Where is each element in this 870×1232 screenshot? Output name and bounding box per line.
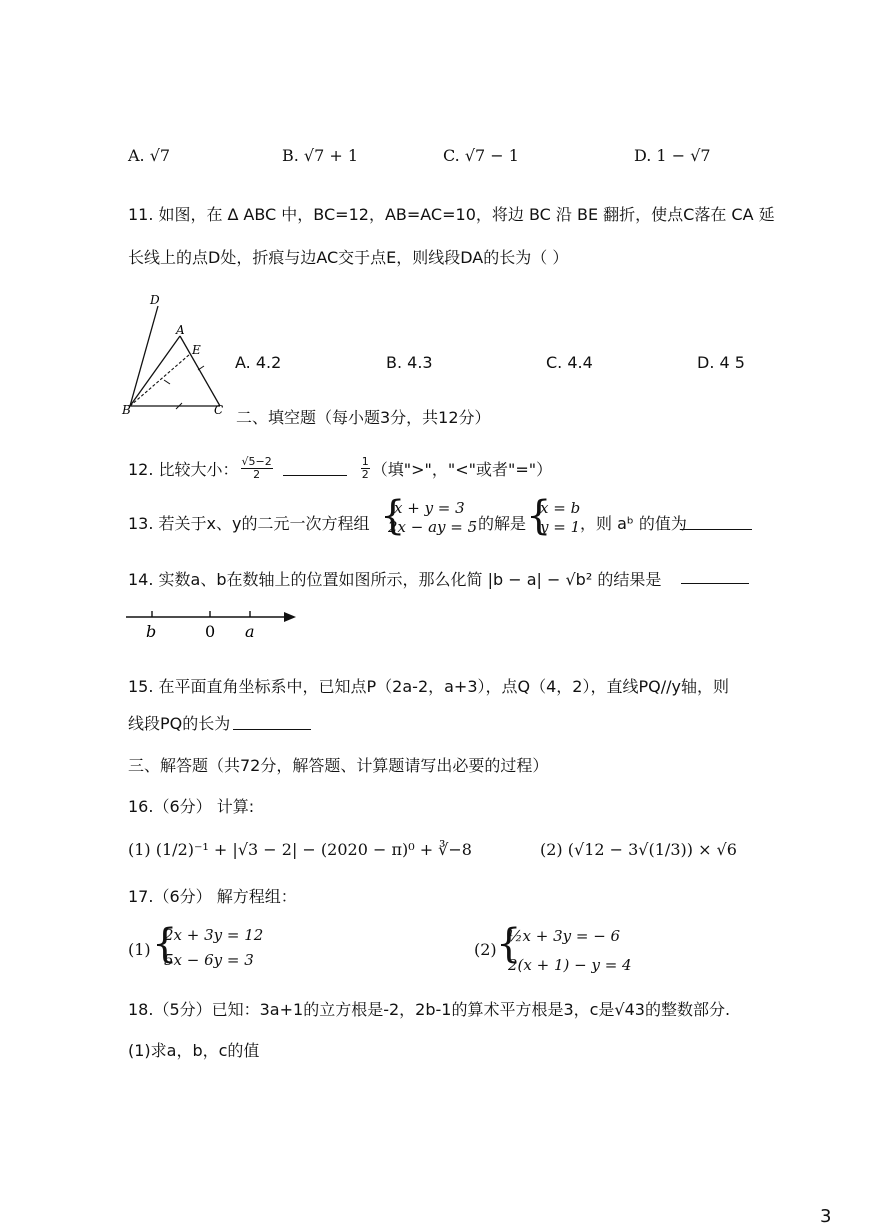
q11-option-c: C. 4.4: [546, 353, 593, 372]
q10-option-b: B. √7 + 1: [282, 146, 359, 165]
q16-title: 16.（6分） 计算:: [128, 797, 255, 816]
q11-option-a: A. 4.2: [235, 353, 282, 372]
q17-part2-eq2: 2(x + 1) − y = 4: [508, 956, 632, 974]
q13-answer-blank[interactable]: [680, 515, 752, 530]
q17-part2-eq1: ½x + 3y = − 6: [508, 927, 621, 945]
q11-line1: 11. 如图，在 ∆ ABC 中，BC=12，AB=AC=10，将边 BC 沿 BE 翻折，使点C落在 CA 延: [128, 205, 775, 224]
q13-brace1: {: [380, 493, 406, 539]
triangle-figure: [118, 292, 238, 418]
label-e: E: [192, 343, 201, 357]
number-line-label-0: 0: [205, 622, 216, 641]
q12-prefix: 12. 比较大小：: [128, 460, 239, 479]
q13-eq1: x + y = 3: [394, 499, 465, 517]
number-line-label-b: b: [146, 622, 157, 641]
q18-line2: (1)求a，b，c的值: [128, 1041, 260, 1060]
q13-sol1: x = b: [540, 499, 581, 517]
q14-text: 14. 实数a、b在数轴上的位置如图所示，那么化简 |b − a| − √b² 的结果是: [128, 570, 662, 589]
label-b: B: [122, 403, 131, 417]
q12: [128, 456, 552, 481]
q13-brace2: {: [526, 493, 552, 539]
q13-suffix: ，则 aᵇ 的值为: [580, 514, 687, 533]
q17-part2-label: (2): [474, 940, 497, 959]
q11-line2: 长线上的点D处，折痕与边AC交于点E，则线段DA的长为（ ）: [128, 248, 569, 267]
q18-line1: 18.（5分）已知：3a+1的立方根是-2，2b-1的算术平方根是3，c是√43的整数部分.: [128, 1000, 731, 1019]
q10-option-a: A. √7: [128, 146, 171, 165]
q12-frac2: $\frac{1}{2}$: [361, 455, 369, 481]
number-line-label-a: a: [245, 622, 255, 641]
q16-part1: (1) (1/2)⁻¹ + |√3 − 2| − (2020 − π)⁰ + ∛−8: [128, 840, 472, 859]
q12-suffix: （填">"，"<"或者"="）: [371, 460, 553, 479]
q17-part1-label: (1): [128, 940, 151, 959]
q15-line1: 15. 在平面直角坐标系中，已知点P（2a-2，a+3），点Q（4，2），直线PQ//y轴，则: [128, 677, 729, 696]
q11-option-d: D. 4 5: [697, 353, 745, 372]
q11-option-b: B. 4.3: [386, 353, 433, 372]
q14-answer-blank[interactable]: [681, 569, 749, 584]
q12-answer-blank[interactable]: [283, 461, 347, 476]
q16-part2: (2) (√12 − 3√(1/3)) × √6: [540, 840, 737, 859]
label-a: A: [176, 323, 185, 337]
q13-sol2: y = 1: [540, 518, 581, 536]
label-d: D: [150, 293, 160, 307]
section2-title: 二、填空题（每小题3分，共12分）: [236, 408, 491, 427]
page-number: 3: [820, 1206, 832, 1227]
q13-prefix: 13. 若关于x、y的二元一次方程组: [128, 514, 370, 533]
q13-mid: 的解是: [478, 514, 527, 533]
number-line: [124, 606, 304, 642]
q12-frac1: $\frac{√5-2}{2}$: [241, 455, 272, 481]
q17-part2-brace: {: [496, 921, 522, 967]
q15-answer-blank[interactable]: [233, 715, 311, 730]
label-c: C: [214, 403, 224, 417]
q17-part1-eq1: 2x + 3y = 12: [164, 926, 264, 944]
q17-title: 17.（6分） 解方程组：: [128, 887, 297, 906]
q13-eq2: 2x − ay = 5: [388, 518, 478, 536]
section3-title: 三、解答题（共72分，解答题、计算题请写出必要的过程）: [128, 756, 549, 775]
q17-part1-brace: {: [152, 921, 178, 967]
q17-part1-eq2: 5x − 6y = 3: [164, 951, 254, 969]
q10-option-c: C. √7 − 1: [443, 146, 519, 165]
q15-line2: 线段PQ的长为: [128, 714, 231, 733]
q10-option-d: D. 1 − √7: [634, 146, 711, 165]
